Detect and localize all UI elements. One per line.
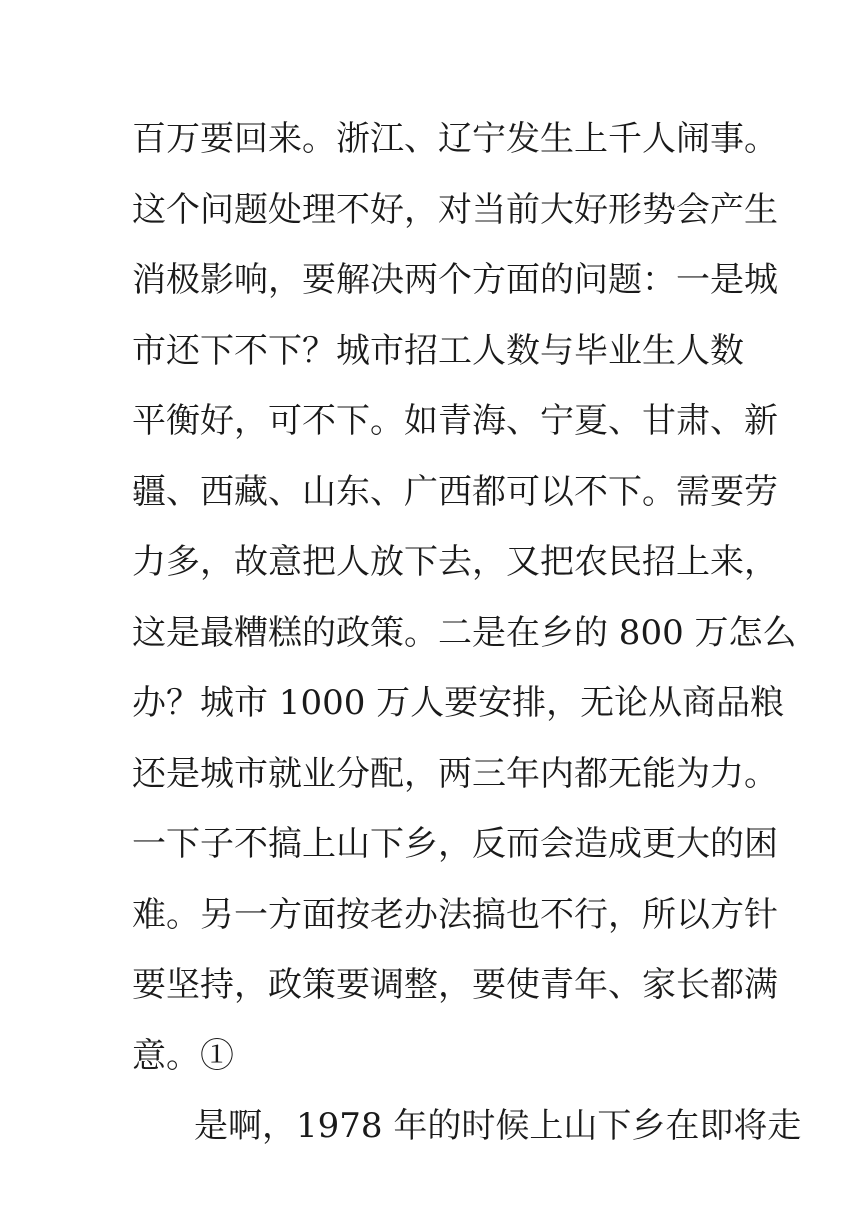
text-line-7: 力多，故意把人放下去，又把农民招上来， [132,542,778,582]
text-line-15-new-paragraph: 是啊，1978 年的时候上山下乡在即将走 [194,1106,802,1146]
text-line-1: 百万要回来。浙江、辽宁发生上千人闹事。 [132,119,778,159]
text-line-12: 难。另一方面按老办法搞也不行，所以方针 [132,894,778,935]
text-line-11: 一下子不搞上山下乡，反而会造成更大的困 [132,824,778,864]
text-line-13: 要坚持，政策要调整，要使青年、家长都满 [132,965,778,1005]
text-line-10: 还是城市就业分配，两三年内都无能为力。 [132,753,778,794]
body-text [132,104,802,1162]
text-line-9: 办？城市 1000 万人要安排，无论从商品粮 [132,683,785,723]
text-line-6: 疆、西藏、山东、广西都可以不下。需要劳 [132,471,778,512]
text-line-4: 市还下不下？城市招工人数与毕业生人数 [132,330,744,371]
text-line-14-footnote-end: 意。① [132,1035,234,1076]
text-line-5: 平衡好，可不下。如青海、宁夏、甘肃、新 [132,401,778,441]
text-line-2: 这个问题处理不好，对当前大好形势会产生 [132,189,778,230]
text-line-8: 这是最糟糕的政策。二是在乡的 800 万怎么 [132,612,797,653]
text-line-3: 消极影响，要解决两个方面的问题：一是城 [132,260,778,300]
